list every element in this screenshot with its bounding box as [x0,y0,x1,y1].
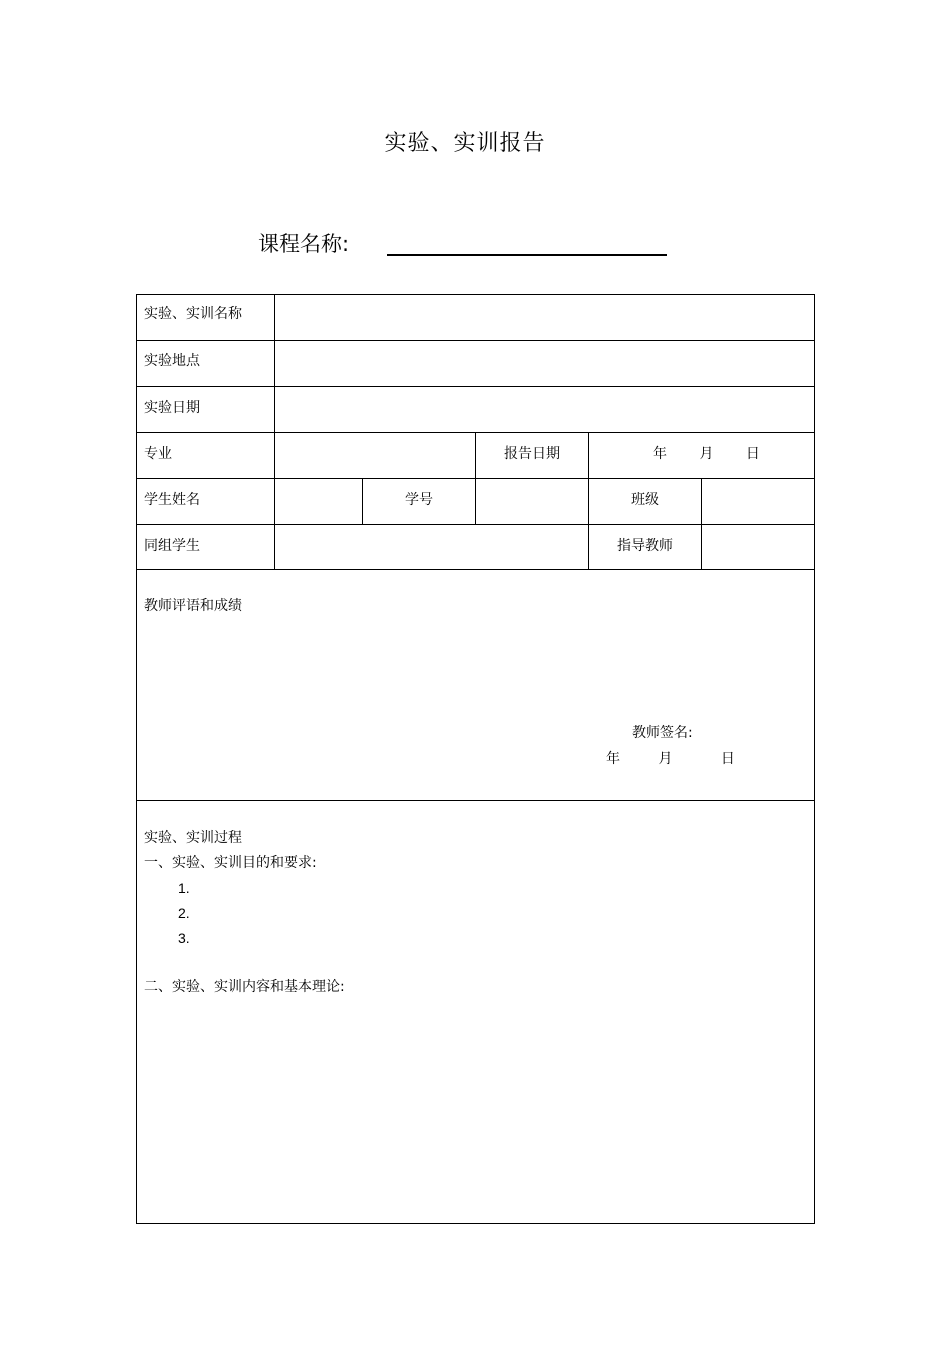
sign-day: 日 [720,751,735,767]
document-title: 实验、实训报告 [384,131,546,156]
row-divider [137,800,814,801]
experiment-date-label: 实验日期 [144,400,200,416]
course-name-label: 课程名称: [258,232,350,256]
sign-year: 年 [606,751,620,767]
student-name-field[interactable] [275,480,361,524]
group-students-label: 同组学生 [144,538,200,554]
row-divider [137,340,814,341]
row-divider [137,386,814,387]
signature-date [606,751,735,767]
report-form [136,294,815,1224]
date-day: 日 [745,446,760,462]
row-divider [137,524,814,525]
section-content-heading: 二、实验、实训内容和基本理论: [144,979,345,995]
course-name-field[interactable] [387,254,667,256]
date-year: 年 [653,446,667,462]
student-id-field[interactable] [476,480,587,524]
section-objectives-heading: 一、实验、实训目的和要求: [144,855,317,871]
group-students-field[interactable] [275,526,587,569]
major-field[interactable] [275,434,474,478]
experiment-location-label: 实验地点 [144,353,200,369]
experiment-name-field[interactable] [275,296,813,340]
date-month: 月 [699,446,714,462]
objective-item: 3. [178,930,190,946]
advisor-label: 指导教师 [617,538,673,554]
class-label: 班级 [631,492,659,508]
major-label: 专业 [144,446,172,462]
objective-item: 2. [178,905,190,921]
report-date-field[interactable] [653,446,760,462]
teacher-signature-label: 教师签名: [632,725,693,741]
sign-month: 月 [658,751,673,767]
row-divider [137,569,814,570]
experiment-date-field[interactable] [275,388,813,432]
experiment-name-label: 实验、实训名称 [144,306,242,322]
advisor-field[interactable] [702,526,813,569]
class-field[interactable] [702,480,813,524]
report-date-label: 报告日期 [504,446,560,462]
process-heading: 实验、实训过程 [144,830,242,846]
objective-item: 1. [178,880,190,896]
experiment-location-field[interactable] [275,342,813,386]
teacher-comment-label: 教师评语和成绩 [144,598,242,614]
process-section [144,826,317,951]
student-name-label: 学生姓名 [144,492,200,508]
student-id-label: 学号 [405,492,433,508]
